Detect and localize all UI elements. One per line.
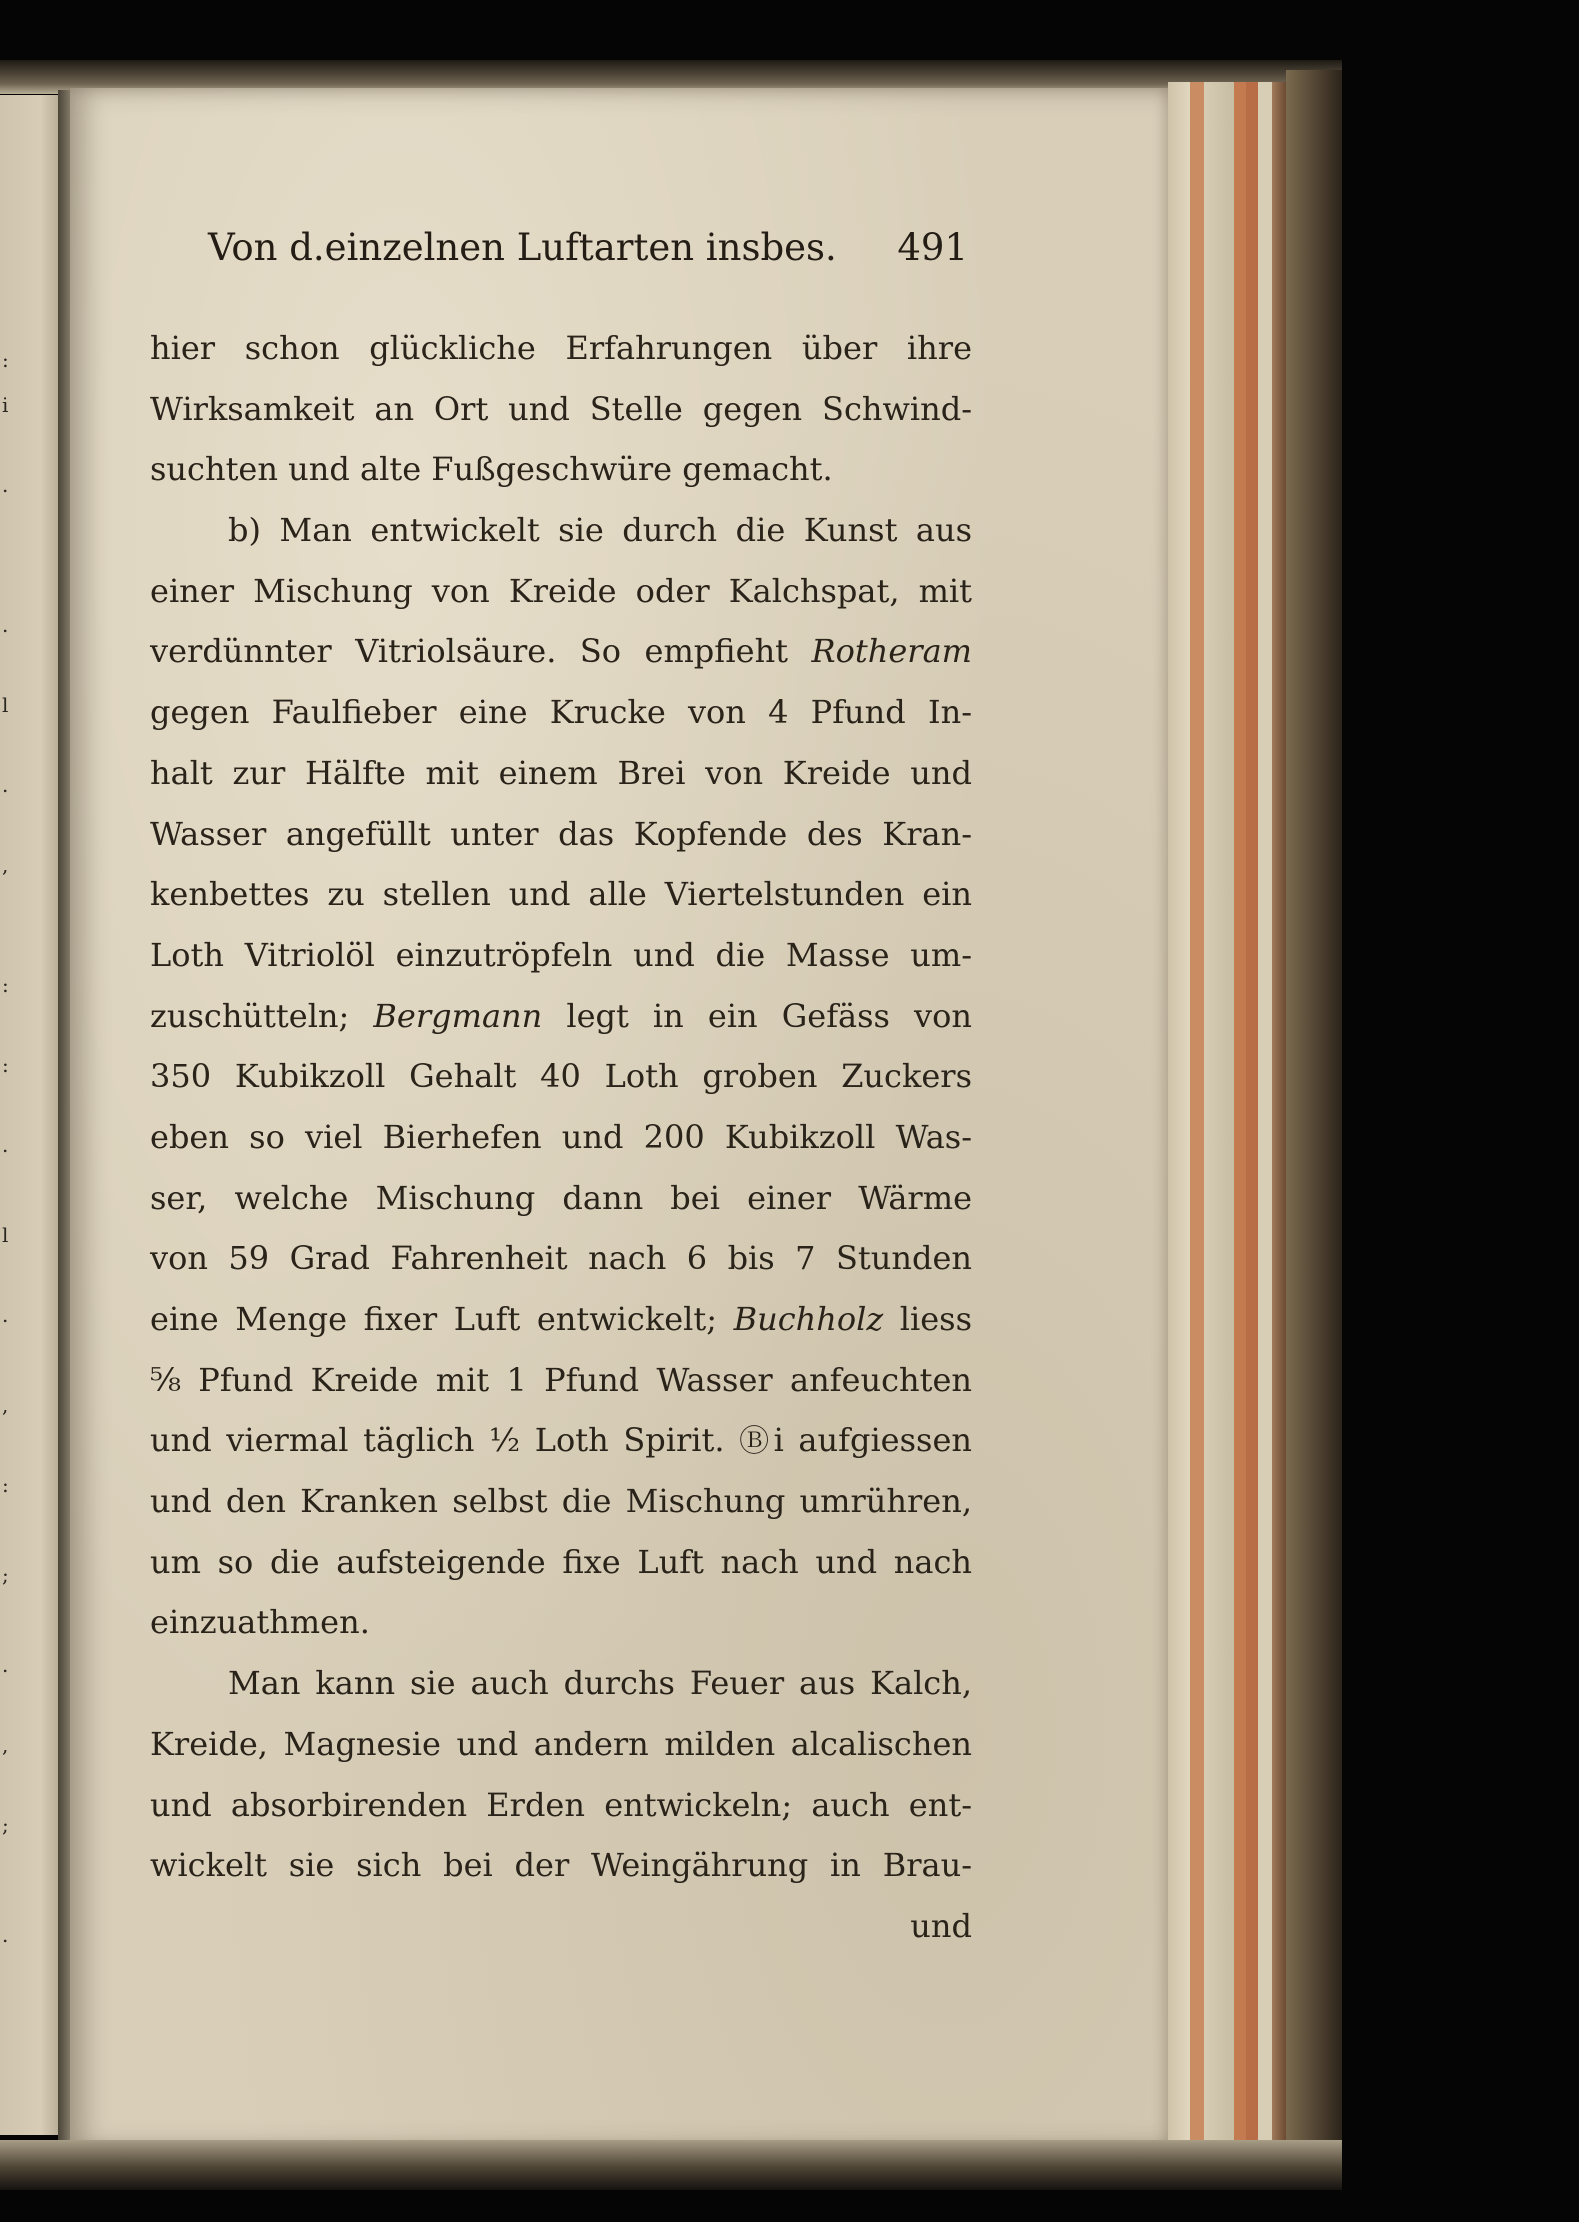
red-edge-stripe <box>1246 82 1258 2154</box>
text-line: zuschütteln; Bergmann legt in ein Gefäss von <box>150 996 973 1035</box>
page-block-edge <box>1204 82 1234 2154</box>
text-line: einer Mischung von Kreide oder Kalchspat, mit <box>150 571 972 610</box>
body-text <box>150 318 972 1957</box>
text-line: Loth Vitriolöl einzutröpfeln und die Masse um- <box>150 935 972 974</box>
text-line: hier schon glückliche Erfahrungen über ihre <box>150 329 972 367</box>
red-edge-stripe <box>1190 82 1204 2154</box>
text-line: halt zur Hälfte mit einem Brei von Kreide und <box>150 753 972 792</box>
catchword: und <box>910 1906 972 1945</box>
book-bottom-edge <box>0 2140 1342 2190</box>
alchemical-symbol: Ⓑ <box>739 1424 774 1460</box>
running-title: Von d.einzelnen Luftarten insbes. <box>208 226 837 269</box>
text-line: eine Menge fixer Luft entwickelt; Buchholz liess <box>150 1300 973 1338</box>
page-block-edge <box>1168 82 1190 2154</box>
text-line: um so die aufsteigende fixe Luft nach und nach <box>150 1542 972 1581</box>
text-line: 350 Kubikzoll Gehalt 40 Loth groben Zuckers <box>150 1057 972 1096</box>
text-line: eben so viel Bierhefen und 200 Kubikzoll Was- <box>150 1117 972 1156</box>
author-name: Bergmann <box>373 996 543 1035</box>
paragraph-start-line: Man kann sie auch durchs Feuer aus Kalch, <box>228 1664 972 1703</box>
text-line: ser, welche Mischung dann bei einer Wärme <box>150 1178 972 1217</box>
text-line: Kreide, Magnesie und andern milden alcalischen <box>150 1724 972 1763</box>
text-line: suchten und alte Fußgeschwüre gemacht. <box>150 450 833 489</box>
text-line: gegen Faulfieber eine Krucke von 4 Pfund In- <box>150 693 972 732</box>
text-line: verdünnter Vitriolsäure. So empfieht Rotheram <box>150 632 972 671</box>
book-cover-edge <box>1286 70 1342 2180</box>
text-line: und absorbirenden Erden entwickeln; auch ent- <box>150 1785 972 1824</box>
paragraph-start-line: b) Man entwickelt sie durch die Kunst aus <box>228 511 972 550</box>
text-line: Wirksamkeit an Ort und Stelle gegen Schwind- <box>150 389 972 428</box>
text-line: und viermal täglich ½ Loth Spirit. Ⓑi aufgiessen <box>150 1421 973 1460</box>
author-name: Rotheram <box>811 632 972 671</box>
text-line: wickelt sie sich bei der Weingährung in Brau- <box>150 1846 972 1885</box>
page-block-edge <box>1272 82 1286 2154</box>
red-edge-stripe <box>1234 82 1246 2154</box>
text-line: kenbettes zu stellen und alle Viertelstunden ein <box>150 875 972 914</box>
previous-page-margin-marks: : i . . l . , : : . l . , : ; . , ; . <box>2 348 9 1947</box>
text-line: und den Kranken selbst die Mischung umrühren, <box>150 1482 972 1521</box>
text-line: einzuathmen. <box>150 1603 370 1642</box>
page-block-edge <box>1258 82 1272 2154</box>
page-number: 491 <box>897 226 968 269</box>
running-header <box>208 226 968 282</box>
text-line: Wasser angefüllt unter das Kopfende des Kran- <box>150 814 972 853</box>
text-line: ⅝ Pfund Kreide mit 1 Pfund Wasser anfeuchten <box>150 1360 972 1399</box>
text-line: von 59 Grad Fahrenheit nach 6 bis 7 Stunden <box>150 1239 972 1278</box>
author-name: Buchholz <box>733 1300 884 1338</box>
